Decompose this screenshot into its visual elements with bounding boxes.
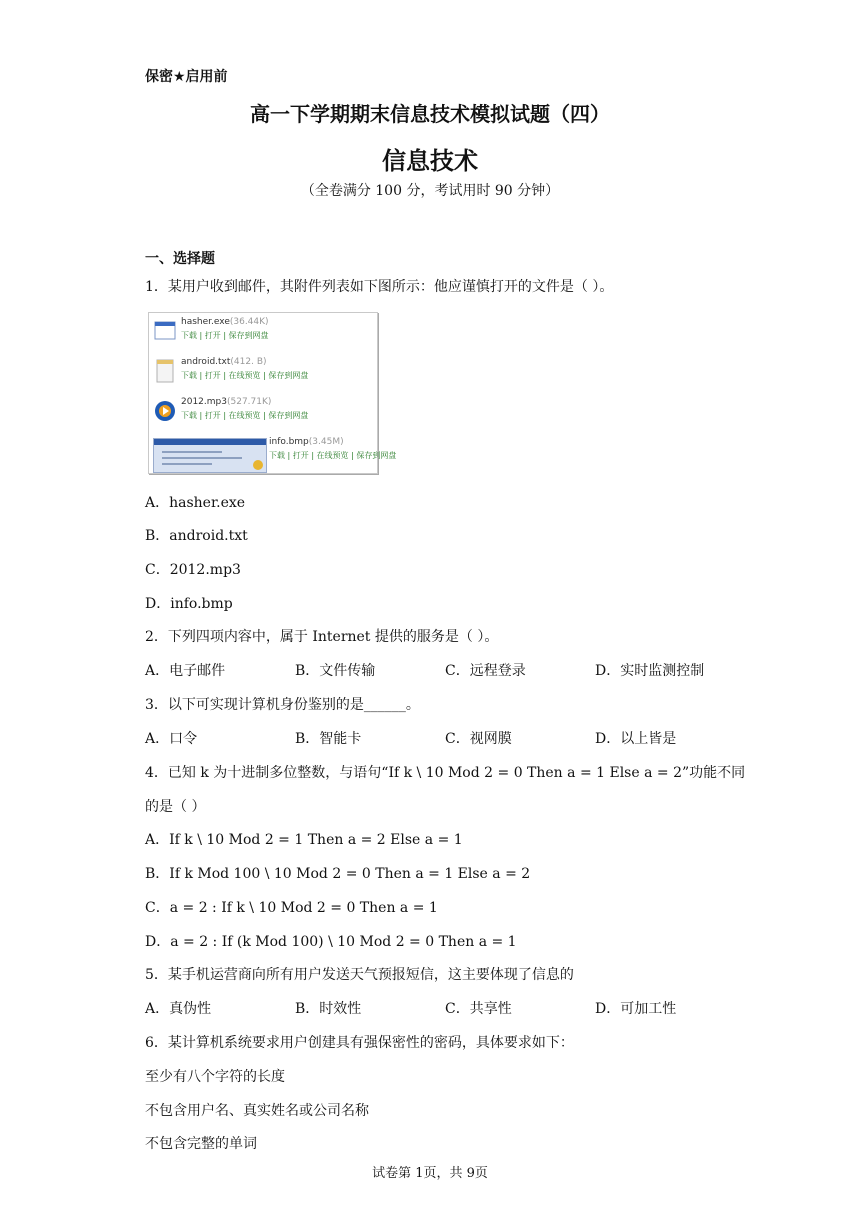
- attachment-name: android.txt: [181, 357, 231, 367]
- media-player-icon: [154, 399, 176, 423]
- q4-option-b: B．If k Mod 100 \ 10 Mod 2 = 0 Then a = 1 Else a = 2: [145, 866, 531, 882]
- confidential-label: 保密★启用前: [145, 69, 228, 85]
- q3-option-c: C．视网膜: [445, 731, 512, 747]
- q4-option-a: A．If k \ 10 Mod 2 = 1 Then a = 2 Else a = 1: [145, 832, 463, 848]
- q2-option-b: B．文件传输: [295, 663, 376, 679]
- q2-stem: 2．下列四项内容中，属于 Internet 提供的服务是（ ）。: [145, 629, 499, 645]
- q4-stem: 4．已知 k 为十进制多位整数，与语句“If k \ 10 Mod 2 = 0 Then a = 1 Else a = 2”功能不同: [145, 765, 746, 781]
- q5-option-d: D．可加工性: [595, 1001, 677, 1017]
- q6-requirement: 不包含用户名、真实姓名或公司名称: [145, 1103, 369, 1119]
- attachment-name: info.bmp: [269, 437, 309, 447]
- attachment-size: (3.45M): [308, 437, 344, 447]
- attachment-item: [149, 355, 377, 395]
- q6-stem: 6．某计算机系统要求用户创建具有强保密性的密码，具体要求如下：: [145, 1035, 574, 1051]
- q4-option-c: C．a = 2 : If k \ 10 Mod 2 = 0 Then a = 1: [145, 900, 438, 916]
- attachment-links[interactable]: 下载 | 打开 | 在线预览 | 保存到网盘: [181, 411, 309, 420]
- attachment-name: hasher.exe: [181, 317, 230, 327]
- attachment-size: (412. B): [230, 357, 267, 367]
- q2-option-a: A．电子邮件: [145, 663, 226, 679]
- q2-option-c: C．远程登录: [445, 663, 526, 679]
- text-file-icon: [154, 359, 176, 383]
- section-heading: 一、选择题: [145, 251, 215, 267]
- q1-option-b: B．android.txt: [145, 528, 248, 544]
- q5-option-b: B．时效性: [295, 1001, 362, 1017]
- attachment-item: [149, 395, 377, 435]
- q3-option-d: D．以上皆是: [595, 731, 677, 747]
- attachment-size: (36.44K): [229, 317, 269, 327]
- q1-option-c: C．2012.mp3: [145, 562, 241, 578]
- q3-option-a: A．口令: [145, 731, 198, 747]
- q3-stem: 3．以下可实现计算机身份鉴别的是______。: [145, 697, 420, 713]
- subject-title: 信息技术: [382, 147, 478, 175]
- window-icon: [154, 319, 176, 343]
- attachment-links[interactable]: 下载 | 打开 | 在线预览 | 保存到网盘: [181, 371, 309, 380]
- q5-option-a: A．真伪性: [145, 1001, 212, 1017]
- q4-option-d: D．a = 2 : If (k Mod 100) \ 10 Mod 2 = 0 Then a = 1: [145, 934, 517, 950]
- q2-option-d: D．实时监测控制: [595, 663, 705, 679]
- q3-option-b: B．智能卡: [295, 731, 362, 747]
- attachment-list-image: [148, 312, 397, 474]
- q1-stem: 1．某用户收到邮件，其附件列表如下图所示：他应谨慎打开的文件是（ ）。: [145, 279, 614, 295]
- attachment-links[interactable]: 下载 | 打开 | 在线预览 | 保存到网盘: [269, 451, 397, 460]
- attachment-size: (527.71K): [226, 397, 272, 407]
- page-footer: 试卷第 1页，共 9页: [372, 1166, 488, 1181]
- q6-requirement: 至少有八个字符的长度: [145, 1069, 285, 1085]
- q6-requirement: 不包含完整的单词: [145, 1136, 257, 1152]
- q5-option-c: C．共享性: [445, 1001, 512, 1017]
- q5-stem: 5．某手机运营商向所有用户发送天气预报短信，这主要体现了信息的: [145, 967, 574, 983]
- attachment-name: 2012.mp3: [181, 397, 227, 407]
- attachment-links[interactable]: 下载 | 打开 | 保存到网盘: [181, 331, 269, 340]
- q1-option-d: D．info.bmp: [145, 596, 233, 612]
- exam-note: （全卷满分 100 分，考试用时 90 分钟）: [300, 183, 560, 199]
- q1-option-a: A．hasher.exe: [145, 495, 246, 511]
- exam-title: 高一下学期期末信息技术模拟试题（四）: [250, 102, 610, 126]
- attachment-item: [149, 315, 377, 355]
- q4-stem-continued: 的是（ ）: [145, 799, 206, 815]
- attachment-item: [237, 435, 397, 475]
